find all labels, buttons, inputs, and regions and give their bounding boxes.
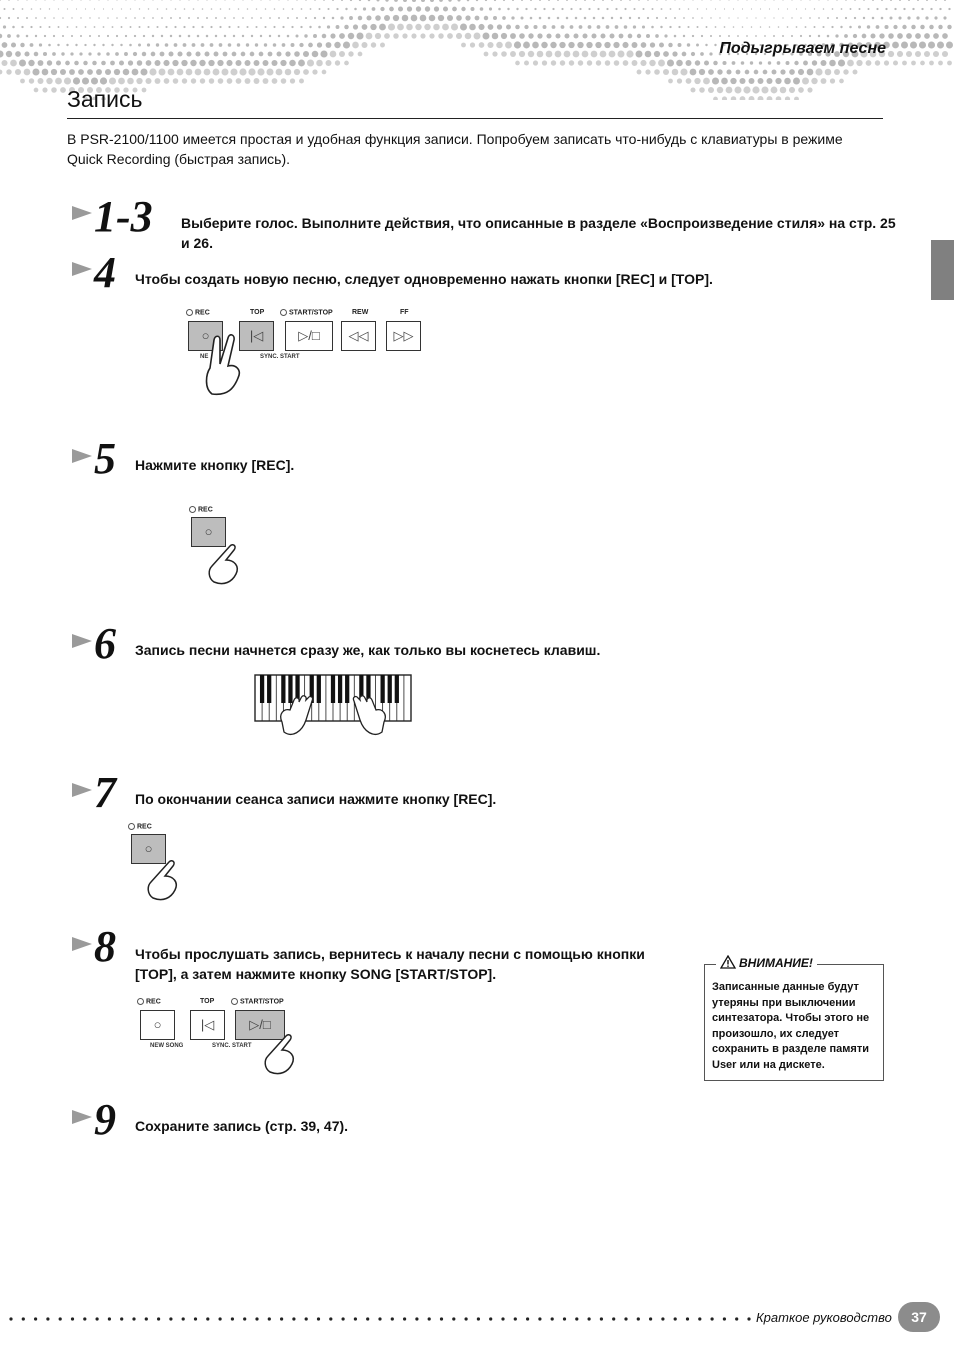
new-song-label: NE	[200, 354, 209, 360]
step-text: Выберите голос. Выполните действия, что описанные в разделе «Воспроизведение стиля» на стр. 25 и 26.	[181, 215, 896, 251]
start-stop-label	[280, 309, 333, 316]
rec-label-text: REC	[146, 998, 161, 1006]
step-arrow-icon	[72, 262, 92, 276]
step-arrow-icon	[72, 634, 92, 648]
rec-label	[186, 309, 210, 316]
led-icon	[189, 506, 196, 513]
caution-title	[716, 955, 817, 970]
step-arrow-icon	[72, 449, 92, 463]
footer-dot-leader	[8, 1310, 752, 1326]
section-name: Подыгрываем песне	[719, 40, 886, 57]
keyboard-hands-illustration	[254, 674, 412, 744]
record-icon: ○	[204, 524, 213, 539]
fast-forward-icon: ▷▷	[393, 328, 414, 343]
step-text: Запись песни начнется сразу же, как только вы коснетесь клавиш.	[135, 642, 601, 658]
step-number: 1-3	[94, 192, 153, 241]
step-number: 9	[94, 1095, 116, 1144]
rec-label-text: REC	[198, 506, 213, 514]
footer-label: Краткое руководство	[756, 1310, 892, 1325]
step-number: 5	[94, 434, 116, 483]
record-icon: ○	[144, 841, 153, 856]
start-stop-label	[231, 998, 284, 1005]
step-arrow-icon	[72, 206, 92, 220]
start-stop-label-text: START/STOP	[289, 309, 333, 317]
play-stop-icon: ▷/□	[298, 328, 320, 343]
intro-paragraph: В PSR-2100/1100 имеется простая и удобная функция записи. Попробуем записать что-нибудь с клавиатуры в режиме Quick Recording (быстрая запись).	[67, 131, 843, 167]
led-icon	[280, 309, 287, 316]
sync-start-label: SYNC. START	[260, 354, 300, 360]
caution-title-text: ВНИМАНИЕ!	[739, 956, 813, 970]
side-tab-marker	[931, 240, 954, 300]
top-button	[190, 1010, 225, 1040]
warning-triangle-icon	[720, 955, 736, 969]
rewind-icon: ◁◁	[348, 328, 369, 343]
finger-hand-icon	[204, 540, 242, 586]
led-icon	[186, 309, 193, 316]
step-text: Нажмите кнопку [REC].	[135, 457, 295, 473]
step-arrow-icon	[72, 1110, 92, 1124]
start-stop-button	[285, 321, 333, 351]
finger-hand-icon	[260, 1030, 298, 1076]
step-arrow-icon	[72, 937, 92, 951]
ff-label: FF	[400, 309, 409, 316]
title-divider	[67, 118, 883, 119]
led-icon	[137, 998, 144, 1005]
finger-hand-icon	[143, 856, 181, 902]
step-text: По окончании сеанса записи нажмите кнопку [REC].	[135, 791, 497, 807]
rec-label	[189, 506, 213, 513]
led-icon	[128, 823, 135, 830]
two-finger-hand-icon	[198, 330, 248, 398]
step-arrow-icon	[72, 783, 92, 797]
rec-button	[140, 1010, 175, 1040]
step-number: 4	[94, 248, 116, 297]
rec-label-text: REC	[195, 309, 210, 317]
page-number-badge: 37	[898, 1302, 940, 1332]
rec-label	[137, 998, 161, 1005]
rew-button	[341, 321, 376, 351]
rec-label	[128, 823, 152, 830]
top-label: TOP	[250, 309, 265, 316]
top-icon: |◁	[200, 1017, 215, 1032]
page-title: Запись	[67, 86, 143, 112]
led-icon	[231, 998, 238, 1005]
rew-label: REW	[352, 309, 369, 316]
step-text: Чтобы создать новую песню, следует одновременно нажать кнопки [REC] и [TOP].	[135, 271, 713, 287]
record-icon: ○	[153, 1017, 162, 1032]
new-song-label: NEW SONG	[150, 1043, 184, 1049]
step-number: 6	[94, 619, 116, 668]
step-number: 7	[94, 768, 116, 817]
rec-label-text: REC	[137, 823, 152, 831]
step-text: Сохраните запись (стр. 39, 47).	[135, 1118, 349, 1134]
caution-text: Записанные данные будут утеряны при выключении синтезатора. Чтобы этого не произошло, их следует сохранить в разделе памяти User или на дискете.	[712, 981, 870, 1071]
top-icon: |◁	[249, 328, 264, 343]
sync-start-label: SYNC. START	[212, 1043, 252, 1049]
top-label: TOP	[200, 998, 215, 1005]
record-icon: ○	[201, 328, 210, 343]
start-stop-label-text: START/STOP	[240, 998, 284, 1006]
ff-button	[386, 321, 421, 351]
step-text: Чтобы прослушать запись, вернитесь к началу песни с помощью кнопки [TOP], а затем нажмите кнопку SONG [START/STOP].	[135, 946, 645, 982]
step-number: 8	[94, 922, 116, 971]
play-stop-icon: ▷/□	[249, 1017, 271, 1032]
